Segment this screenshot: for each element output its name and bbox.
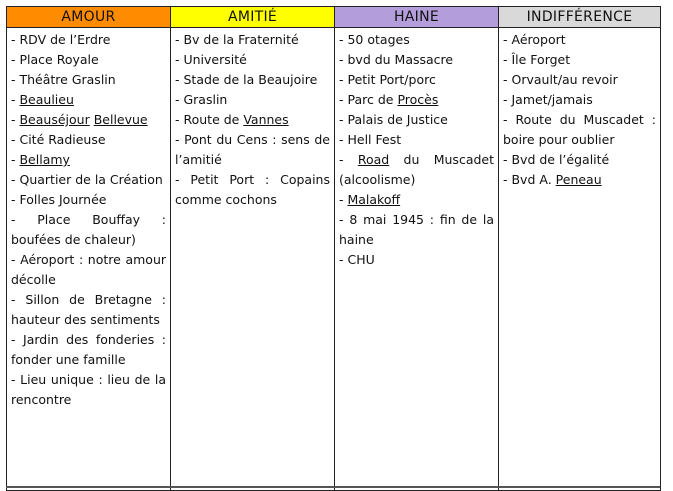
header-row xyxy=(7,7,661,28)
item-text: - Graslin xyxy=(175,92,228,107)
item-text: - Aéroport xyxy=(503,32,566,47)
list-item xyxy=(339,190,494,210)
item-text: - 50 otages xyxy=(339,32,410,47)
item-text: - xyxy=(339,152,358,167)
list-item xyxy=(339,150,494,190)
underlined-text: Vannes xyxy=(243,112,289,127)
item-text: - Bv de la Fraternité xyxy=(175,32,299,47)
underlined-text: Bellevue xyxy=(93,112,148,127)
item-text: - Île Forget xyxy=(503,52,571,67)
list-item xyxy=(339,30,494,50)
list-item xyxy=(503,90,656,110)
item-text: - Route du Muscadet : boire pour oublier xyxy=(503,112,656,147)
list-item xyxy=(11,110,166,130)
list-item xyxy=(11,130,166,150)
item-text: - Cité Radieuse xyxy=(11,132,106,147)
underlined-text: Beaulieu xyxy=(19,92,74,107)
item-text: - Route de xyxy=(175,112,244,127)
list-item xyxy=(175,130,330,170)
item-text: - Place Bouffay : boufées de chaleur) xyxy=(11,212,166,247)
list-item xyxy=(11,150,166,170)
item-text: - Quartier de la Création xyxy=(11,172,163,187)
list-item xyxy=(11,210,166,250)
underlined-text: Procès xyxy=(397,92,439,107)
item-text: - Palais de Justice xyxy=(339,112,448,127)
item-text: - CHU xyxy=(339,252,375,267)
item-text: - Aéroport : notre amour décolle xyxy=(11,252,166,287)
list-item xyxy=(175,110,330,130)
list-item xyxy=(503,70,656,90)
list-item xyxy=(11,90,166,110)
list-item xyxy=(11,290,166,330)
list-item xyxy=(11,30,166,50)
item-text: - Folles Journée xyxy=(11,192,107,207)
list-item xyxy=(339,50,494,70)
item-text: - Parc de xyxy=(339,92,398,107)
item-text: - Université xyxy=(175,52,247,67)
item-text: - Place Royale xyxy=(11,52,99,67)
list-item xyxy=(339,210,494,250)
item-text: - Orvault/au revoir xyxy=(503,72,618,87)
list-item xyxy=(11,50,166,70)
underlined-text: Road xyxy=(357,152,390,167)
item-text: - Pont du Cens : sens de l’amitié xyxy=(175,132,330,167)
list-item xyxy=(175,90,330,110)
words-table xyxy=(6,6,661,491)
underlined-text: Beauséjour xyxy=(19,112,90,127)
column-haine xyxy=(335,28,499,491)
item-text: du Muscadet (alcoolisme) xyxy=(339,152,494,187)
item-text: - Jamet/jamais xyxy=(503,92,593,107)
item-text: - xyxy=(11,152,20,167)
item-text: - RDV de l’Erdre xyxy=(11,32,111,47)
item-text: - Petit Port : Copains comme cochons xyxy=(175,172,330,207)
bottom-rule xyxy=(6,486,660,488)
item-text: - Théâtre Graslin xyxy=(11,72,116,87)
header-haine: HAINE xyxy=(335,7,499,28)
list-item xyxy=(503,170,656,190)
list-item xyxy=(11,370,166,410)
list-item xyxy=(339,70,494,90)
column-amour xyxy=(7,28,171,491)
content-row xyxy=(7,28,661,491)
list-item xyxy=(175,50,330,70)
list-item xyxy=(11,70,166,90)
item-text: - Lieu unique : lieu de la rencontre xyxy=(11,372,166,407)
list-item xyxy=(503,110,656,150)
list-item xyxy=(339,250,494,270)
item-text: - xyxy=(11,92,20,107)
list-item xyxy=(11,330,166,370)
header-amour: AMOUR xyxy=(7,7,171,28)
item-text: - Sillon de Bretagne : hauteur des sentiments xyxy=(11,292,166,327)
item-text: - xyxy=(339,192,348,207)
underlined-text: Malakoff xyxy=(347,192,401,207)
item-text: - Bvd A. xyxy=(503,172,556,187)
list-item xyxy=(503,30,656,50)
item-text: - 8 mai 1945 : fin de la haine xyxy=(339,212,494,247)
list-item xyxy=(175,30,330,50)
item-text: - Stade de la Beaujoire xyxy=(175,72,318,87)
header-indifference: INDIFFÉRENCE xyxy=(499,7,661,28)
underlined-text: Bellamy xyxy=(19,152,70,167)
header-amitie: AMITIÉ xyxy=(171,7,335,28)
column-amitie xyxy=(171,28,335,491)
item-text: - Hell Fest xyxy=(339,132,402,147)
list-item xyxy=(175,70,330,90)
list-item xyxy=(339,90,494,110)
item-text: - Petit Port/porc xyxy=(339,72,436,87)
list-item xyxy=(11,250,166,290)
list-item xyxy=(339,110,494,130)
list-item xyxy=(11,170,166,190)
list-item xyxy=(503,150,656,170)
underlined-text: Peneau xyxy=(555,172,602,187)
item-text: - bvd du Massacre xyxy=(339,52,454,67)
list-item xyxy=(503,50,656,70)
item-text: - Jardin des fonderies : fonder une famille xyxy=(11,332,166,367)
list-item xyxy=(339,130,494,150)
item-text: - xyxy=(11,112,20,127)
item-text: - Bvd de l’égalité xyxy=(503,152,610,167)
list-item xyxy=(175,170,330,210)
list-item xyxy=(11,190,166,210)
column-indifference xyxy=(499,28,661,491)
